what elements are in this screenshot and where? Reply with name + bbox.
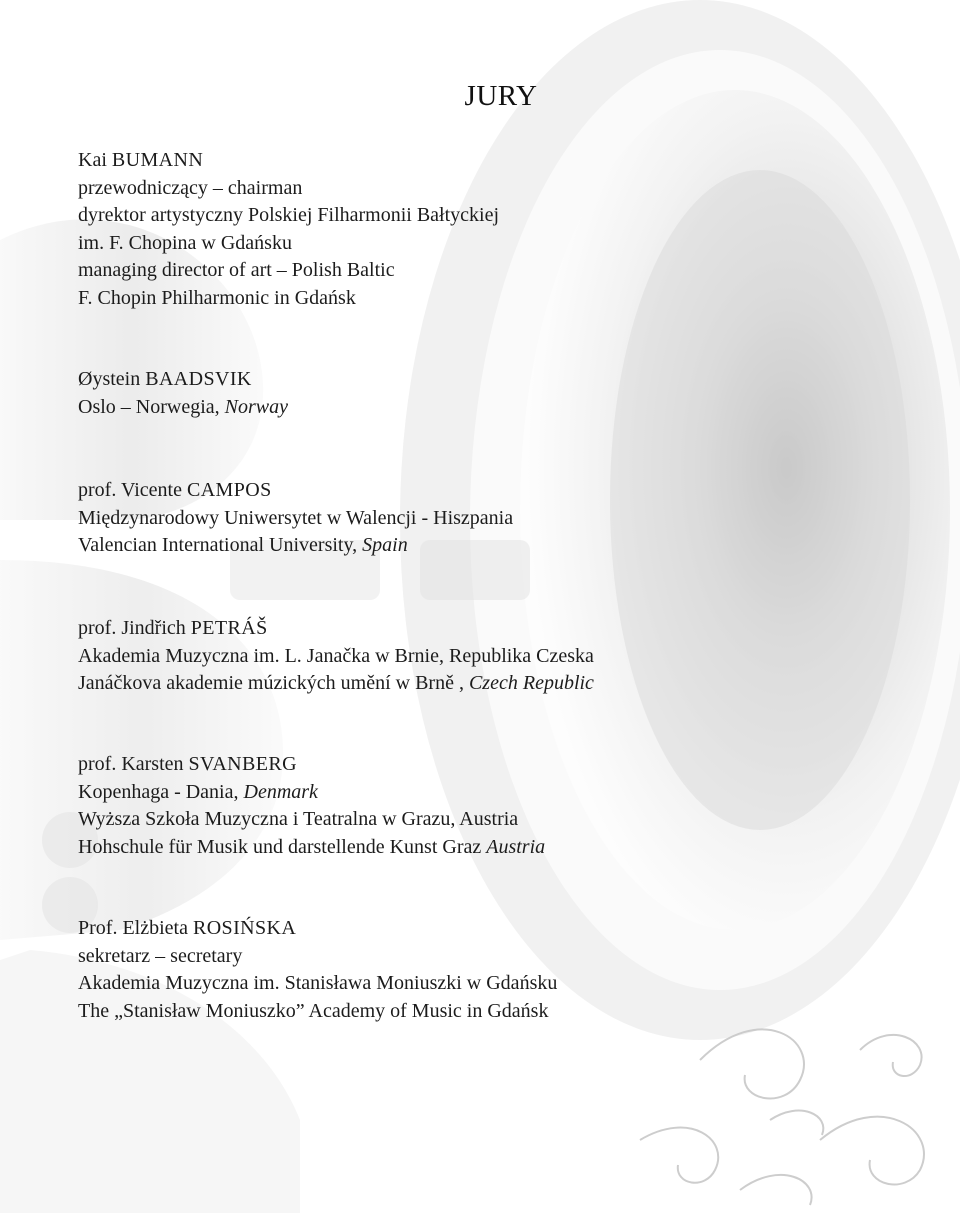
juror-last-name: CAMPOS xyxy=(186,479,272,501)
juror-name xyxy=(78,615,594,643)
juror-detail-line xyxy=(78,970,557,998)
juror-entry xyxy=(78,477,513,560)
juror-last-name: BUMANN xyxy=(111,149,204,171)
juror-entry xyxy=(78,915,557,1025)
juror-detail-line xyxy=(78,998,557,1026)
juror-last-name: PETRÁŠ xyxy=(190,617,268,639)
juror-detail-line xyxy=(78,505,513,533)
juror-detail-line xyxy=(78,230,499,258)
juror-name xyxy=(78,915,557,943)
juror-detail-line xyxy=(78,806,545,834)
detail-text: Janáčkova akademie múzických umění w Brně , xyxy=(78,672,469,694)
juror-first-name: Kai xyxy=(78,149,112,171)
juror-first-name: prof. Karsten xyxy=(78,753,189,775)
juror-detail-line xyxy=(78,175,499,203)
detail-text: dyrektor artystyczny Polskiej Filharmonii Bałtyckiej xyxy=(78,204,500,226)
juror-name xyxy=(78,366,288,394)
juror-name xyxy=(78,751,545,779)
detail-text: Akademia Muzyczna im. L. Janačka w Brnie, Republika Czeska xyxy=(78,644,594,667)
detail-text: Akademia Muzyczna im. Stanisława Moniuszki w Gdańsku xyxy=(78,972,558,994)
juror-first-name: Øystein xyxy=(78,368,146,390)
juror-entry xyxy=(78,751,545,861)
juror-name xyxy=(78,147,499,175)
juror-detail-line xyxy=(78,779,545,807)
juror-detail-line xyxy=(78,202,499,230)
detail-text: managing director of art – Polish Baltic xyxy=(78,259,395,281)
juror-name xyxy=(78,477,513,505)
juror-detail-line xyxy=(78,670,594,698)
juror-entry xyxy=(78,366,288,421)
detail-text: Valencian International University, xyxy=(78,534,363,556)
juror-last-name: BAADSVIK xyxy=(145,368,252,390)
detail-country-italic: Austria xyxy=(486,835,546,858)
juror-entry xyxy=(78,615,594,698)
juror-detail-line xyxy=(78,257,499,285)
juror-detail-line xyxy=(78,834,545,862)
juror-first-name: prof. Jindřich xyxy=(78,617,191,639)
juror-last-name: SVANBERG xyxy=(188,753,297,775)
juror-first-name: Prof. Elżbieta xyxy=(78,917,193,939)
detail-text: Hohschule für Musik und darstellende Kunst Graz xyxy=(78,835,487,858)
detail-text: sekretarz – secretary xyxy=(78,944,243,967)
detail-text: F. Chopin Philharmonic in Gdańsk xyxy=(78,286,356,309)
detail-country-italic: Norway xyxy=(224,395,288,418)
detail-text: Międzynarodowy Uniwersytet w Walencji - Hiszpania xyxy=(78,506,514,529)
detail-text: im. F. Chopina w Gdańsku xyxy=(78,231,292,254)
detail-text: przewodniczący – chairman xyxy=(78,176,303,199)
detail-text: The „Stanisław Moniuszko” Academy of Music in Gdańsk xyxy=(78,999,549,1022)
detail-text: Wyższa Szkoła Muzyczna i Teatralna w Grazu, Austria xyxy=(78,808,519,830)
detail-text: Kopenhaga - Dania, xyxy=(78,780,244,803)
detail-text: Oslo – Norwegia, xyxy=(78,395,225,418)
juror-first-name: prof. Vicente xyxy=(78,479,187,501)
detail-country-italic: Denmark xyxy=(243,780,318,803)
detail-country-italic: Czech Republic xyxy=(468,672,594,694)
juror-detail-line xyxy=(78,285,499,313)
juror-detail-line xyxy=(78,532,513,560)
juror-detail-line xyxy=(78,643,594,671)
juror-last-name: ROSIŃSKA xyxy=(192,917,297,939)
juror-entry xyxy=(78,147,499,312)
juror-detail-line xyxy=(78,943,557,971)
detail-country-italic: Spain xyxy=(362,534,408,556)
page-title: JURY xyxy=(464,80,538,112)
juror-detail-line xyxy=(78,394,288,422)
